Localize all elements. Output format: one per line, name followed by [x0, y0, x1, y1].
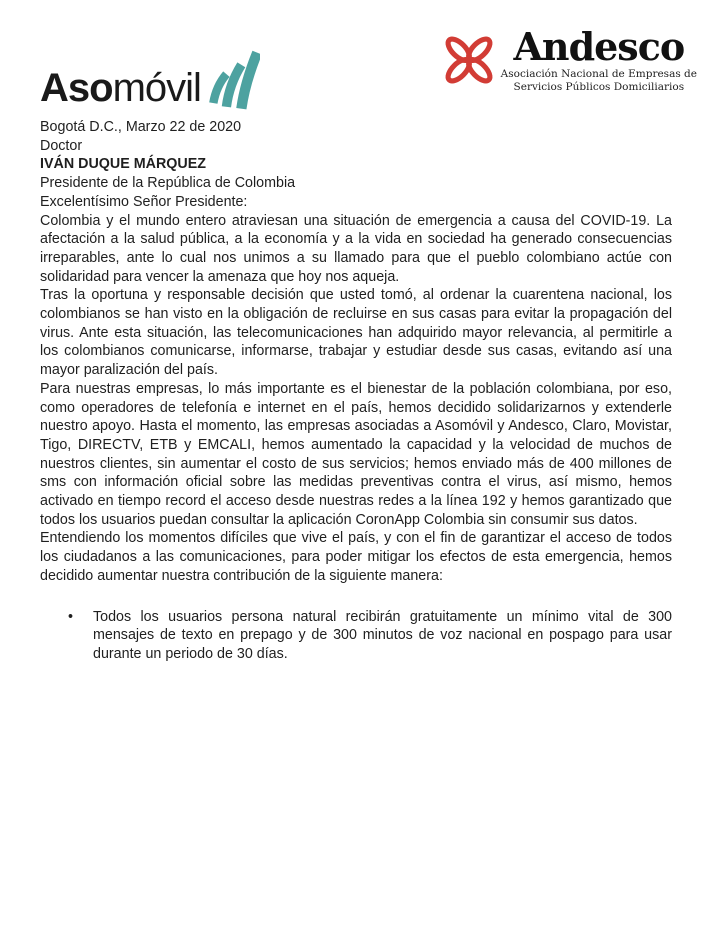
date-line: Bogotá D.C., Marzo 22 de 2020: [40, 119, 242, 135]
asomovil-wordmark: [40, 66, 201, 110]
list-item-text: Todos los usuarios persona natural recibirán gratuitamente un mínimo vital de 300 mensajes de texto en prepago y de 300 minutos de voz nacional en pospago para usar durante un periodo de 30 días.: [93, 608, 672, 662]
andesco-wordmark: Andesco: [513, 24, 685, 69]
asomovil-wordmark-regular: móvil: [112, 66, 201, 110]
andesco-subtitle-line2: Servicios Públicos Domiciliarios: [513, 80, 685, 93]
andesco-logo: [441, 26, 697, 93]
paragraph-4: Entendiendo los momentos difíciles que vive el país, y con el fin de garantizar el acceso de todos los ciudadanos a las comunicaciones, para poder mitigar los efectos de esta emergencia, hemos decidido aumentar nuestra contribución de la siguiente manera:: [40, 530, 672, 584]
greeting-line: Excelentísimo Señor Presidente:: [40, 193, 248, 210]
signal-arc-large: [241, 53, 257, 109]
asomovil-logo: [40, 42, 260, 110]
knot-petals: [444, 36, 493, 85]
recipient-salutation: Doctor: [40, 137, 83, 154]
bullet-icon: •: [68, 608, 74, 625]
letter-body: [0, 118, 711, 664]
andesco-subtitle-line1: Asociación Nacional de Empresas de: [500, 68, 697, 80]
knot-petal-bottom-right: [465, 56, 493, 84]
recipient-name: IVÁN DUQUE MÁRQUEZ: [40, 156, 207, 173]
paragraph-2: Tras la oportuna y responsable decisión que usted tomó, al ordenar la cuarentena nacional, los colombianos se han visto en la obligación de recluirse en sus casas para evitar la propagación del virus. Ante esta situación, las telecomunicaciones han adquirido mayor relevancia, al permitirle a los colombianos comunicarse, informarse, trabajar y estudiar desde sus casas, evitando así una mayor paralización del país.: [40, 287, 672, 379]
recipient-title: Presidente de la República de Colombia: [40, 175, 296, 192]
asomovil-wordmark-bold: Aso: [40, 66, 113, 110]
commitments-list: [40, 608, 672, 664]
paragraph-1: Colombia y el mundo entero atraviesan una situación de emergencia a causa del COVID-19. La afectación a la salud pública, a la economía y a la vida en sociedad ha generado consecuencias irreparables, ante lo cual nos unimos a su llamado para que el pueblo colombiano actúe con solidaridad para vencer la amenaza que hoy nos aqueja.: [40, 212, 672, 285]
signal-arcs-icon: [204, 42, 260, 110]
paragraph-3: Para nuestras empresas, lo más importante es el bienestar de la población colombiana, por eso, como operadores de telefonía e internet en el país, hemos decidido solidarizarnos y extenderle nuestro apoyo. Hasta el momento, las empresas asociadas a Asomóvil y Andesco, Claro, Movistar, Tigo, DIRECTV, ETB y EMCALI, hemos aumentado la capacidad y la velocidad de muchos de nuestros clientes, sin aumentar el costo de sus servicios; hemos enviado más de 400 millones de sms con información oficial sobre las medidas preventivas contra el virus, así mismo, hemos activado en tiempo record el acceso desde nuestras redes a la línea 192 y hemos garantizado que todos los usuarios puedan consultar la aplicación CoronApp Colombia sin consumir sus datos.: [40, 380, 672, 528]
signal-arcs-group: [213, 53, 257, 109]
andesco-text-block: [501, 26, 697, 93]
letterhead: [0, 0, 711, 118]
knot-icon: [441, 30, 497, 90]
list-item: [68, 608, 672, 664]
